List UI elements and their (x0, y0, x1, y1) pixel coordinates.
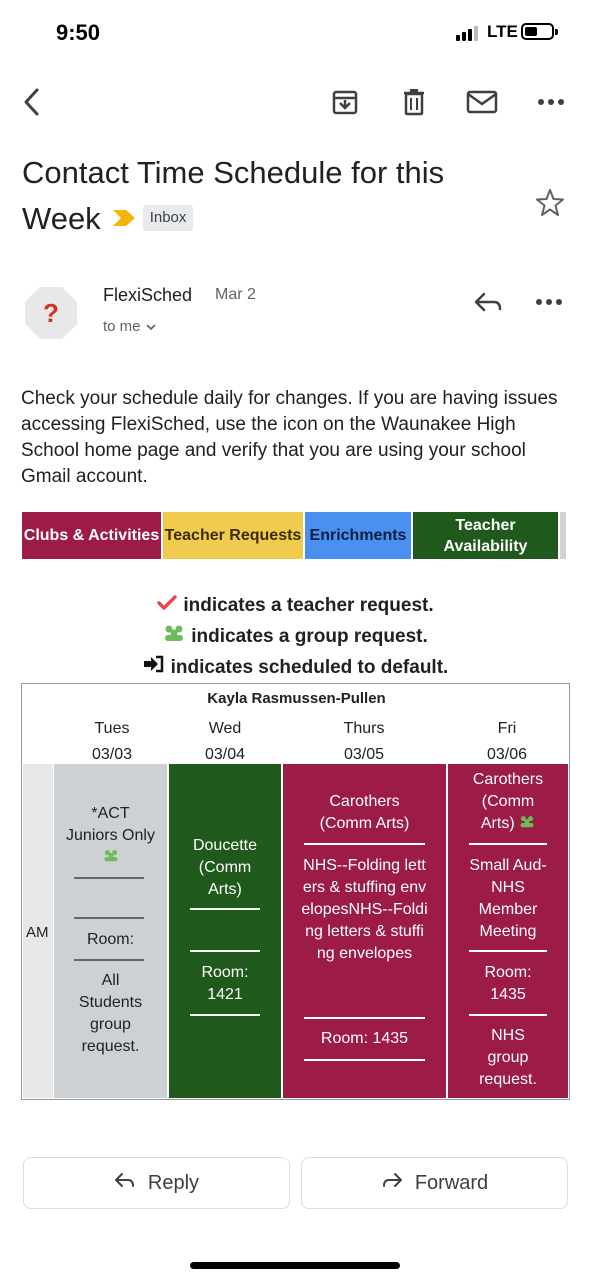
day-name: Fri (497, 720, 517, 737)
legend-teacher-requests: Teacher Requests (163, 512, 305, 559)
cell-divider (469, 950, 547, 952)
key-group-request (0, 621, 591, 652)
cell-divider (74, 959, 144, 961)
more-options-icon[interactable] (535, 86, 567, 118)
cell-divider (304, 1017, 425, 1019)
cell-divider (190, 950, 260, 952)
cell-divider (469, 1014, 547, 1016)
cell-teacher-text: Carothers (Comm Arts) (472, 771, 544, 832)
forward-button[interactable] (301, 1157, 568, 1209)
cell-title-text: *ACT Juniors Only (66, 805, 155, 844)
schedule-cell-tue[interactable] (54, 764, 167, 1098)
cell-divider (74, 917, 144, 919)
legend-teacher-availability: Teacher Availability (413, 512, 560, 559)
key-scheduled-default-text: indicates scheduled to default. (170, 657, 449, 678)
mail-icon[interactable] (466, 86, 498, 118)
home-indicator[interactable] (190, 1262, 400, 1269)
reply-icon[interactable] (472, 288, 504, 316)
status-bar (0, 0, 591, 64)
cell-room: Room: (86, 931, 135, 948)
cell-title (54, 803, 167, 869)
cell-activity: Small Aud-NHS Member Meeting (469, 857, 547, 940)
star-icon[interactable] (535, 188, 565, 218)
key-teacher-request (0, 590, 591, 621)
status-time: 9:50 (56, 20, 101, 45)
chevron-down-icon (145, 318, 157, 335)
cell-divider (304, 843, 425, 845)
day-header-tue (52, 716, 172, 768)
recipient-details[interactable] (103, 318, 157, 335)
schedule-cell-thu[interactable] (283, 764, 446, 1098)
cell-note: All Students group request. (78, 972, 143, 1055)
sender-more-icon[interactable] (535, 290, 565, 314)
day-date: 03/06 (486, 746, 528, 763)
cell-teacher (448, 769, 568, 835)
subject-text: Contact Time Schedule for this Week (22, 155, 445, 236)
period-label: AM (26, 924, 49, 941)
legend-enrichments: Enrichments (305, 512, 413, 559)
cell-divider (304, 1059, 425, 1061)
archive-icon[interactable] (329, 86, 361, 118)
reply-icon (114, 1171, 136, 1195)
day-date: 03/03 (91, 746, 133, 763)
cell-divider (74, 877, 144, 879)
day-name: Wed (208, 720, 242, 737)
forward-icon (381, 1171, 403, 1195)
cell-divider (469, 843, 547, 845)
schedule-cell-fri[interactable] (448, 764, 568, 1098)
schedule-cell-wed[interactable] (169, 764, 281, 1098)
group-icon (519, 815, 535, 832)
cell-teacher: Carothers (Comm Arts) (319, 793, 410, 832)
schedule-legend (22, 512, 566, 559)
checkmark-icon (157, 590, 177, 621)
legend-clubs: Clubs & Activities (22, 512, 163, 559)
cell-room: Room: 1435 (320, 1030, 409, 1047)
day-header-fri (447, 716, 567, 768)
sign-in-icon (143, 652, 165, 683)
importance-marker-icon (111, 195, 137, 241)
battery-icon (521, 23, 554, 40)
key-scheduled-default (0, 652, 591, 683)
day-header-thu (304, 716, 424, 768)
sender-avatar (24, 286, 78, 340)
signal-icon (456, 26, 478, 41)
network-label: LTE (487, 22, 518, 41)
key-group-request-text: indicates a group request. (191, 626, 428, 647)
trash-icon[interactable] (398, 86, 430, 118)
recipient-text: to me (103, 318, 141, 335)
sender-name[interactable]: FlexiSched (103, 285, 193, 305)
day-date: 03/04 (204, 746, 246, 763)
email-body: Check your schedule daily for changes. If you are having issues accessing FlexiSched, use the icon on the Waunakee High School home page and verify that you are using your school Gmail account. (21, 388, 558, 487)
email-toolbar (0, 78, 591, 128)
icon-key (0, 590, 591, 683)
student-name: Kayla Rasmussen-Pullen (207, 690, 386, 707)
day-name: Thurs (343, 720, 385, 737)
cell-note: NHS group request. (479, 1027, 537, 1088)
cell-room: Room: 1421 (201, 964, 249, 1003)
day-header-wed (165, 716, 285, 768)
cell-activity: NHS--Folding letters & stuffing envelopesNHS--Folding letters & stuffing envelopes (301, 857, 428, 962)
day-name: Tues (94, 720, 130, 737)
email-subject (22, 150, 522, 244)
key-teacher-request-text: indicates a teacher request. (183, 595, 434, 616)
inbox-label[interactable]: Inbox (143, 205, 194, 231)
svg-text:?: ? (43, 298, 59, 328)
reply-label: Reply (147, 1171, 200, 1194)
forward-label: Forward (414, 1171, 489, 1194)
cell-divider (190, 1014, 260, 1016)
group-icon (103, 849, 119, 866)
day-date: 03/05 (343, 746, 385, 763)
cell-teacher: Doucette (Comm Arts) (192, 837, 258, 898)
cell-room: Room: 1435 (484, 964, 532, 1003)
cell-divider (190, 908, 260, 910)
group-icon (163, 621, 185, 652)
back-icon[interactable] (16, 86, 48, 118)
schedule-table (21, 683, 570, 1100)
reply-button[interactable] (23, 1157, 290, 1209)
period-label-cell (23, 764, 53, 1098)
email-date: Mar 2 (215, 286, 256, 303)
legend-edge (560, 512, 566, 559)
